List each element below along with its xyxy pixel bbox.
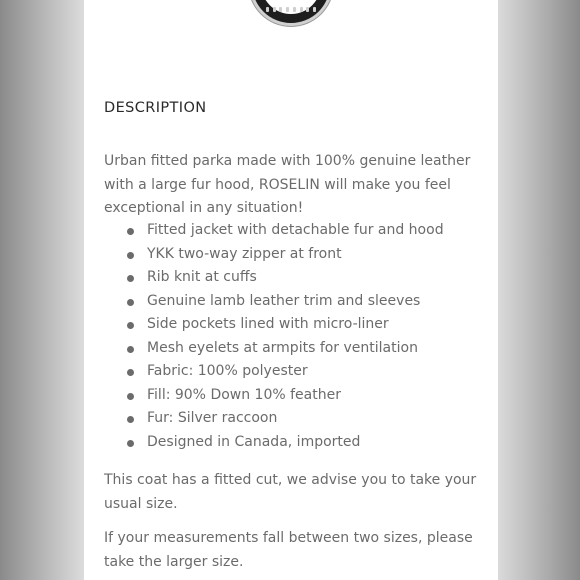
list-item [104,360,444,384]
list-item [104,431,444,455]
bullet-icon [127,393,134,400]
bullet-icon [127,416,134,423]
list-item [104,313,444,337]
feature-text: Fur: Silver raccoon [147,410,278,426]
bullet-icon [127,275,134,282]
bullet-icon [127,369,134,376]
feature-list [104,219,444,454]
bullet-icon [127,346,134,353]
product-description-card [84,0,498,580]
feature-text: Genuine lamb leather trim and sleeves [147,292,421,309]
list-item [104,384,444,408]
fit-note: This coat has a fitted cut, we advise you to take your usual size. [104,472,477,512]
list-item [104,243,444,267]
feature-text: Fill: 90% Down 10% feather [147,386,341,403]
list-item [104,407,444,431]
bullet-icon [127,322,134,329]
list-item [104,337,444,361]
feature-text: Side pockets lined with micro-liner [147,316,389,332]
feature-text: Designed in Canada, imported [147,433,361,450]
bullet-icon [127,228,134,235]
feature-text: Fitted jacket with detachable fur and hood [147,222,444,238]
list-item [104,219,444,243]
feature-text: Rib knit at cuffs [147,269,257,285]
circular-brand-badge-icon [249,0,333,26]
feature-text: Fabric: 100% polyester [147,363,308,379]
feature-text: Mesh eyelets at armpits for ventilation [147,339,418,356]
description-heading: DESCRIPTION [104,100,207,116]
badge-ring-lettering [266,7,316,15]
description-intro: Urban fitted parka made with 100% genuine leather with a large fur hood, ROSELIN will make you feel exceptional in any situation! [104,153,471,216]
bullet-icon [127,252,134,259]
list-item [104,290,444,314]
bullet-icon [127,440,134,447]
size-note: If your measurements fall between two sizes, please take the larger size. [104,530,473,570]
bullet-icon [127,299,134,306]
feature-text: YKK two-way zipper at front [147,245,342,262]
list-item [104,266,444,290]
